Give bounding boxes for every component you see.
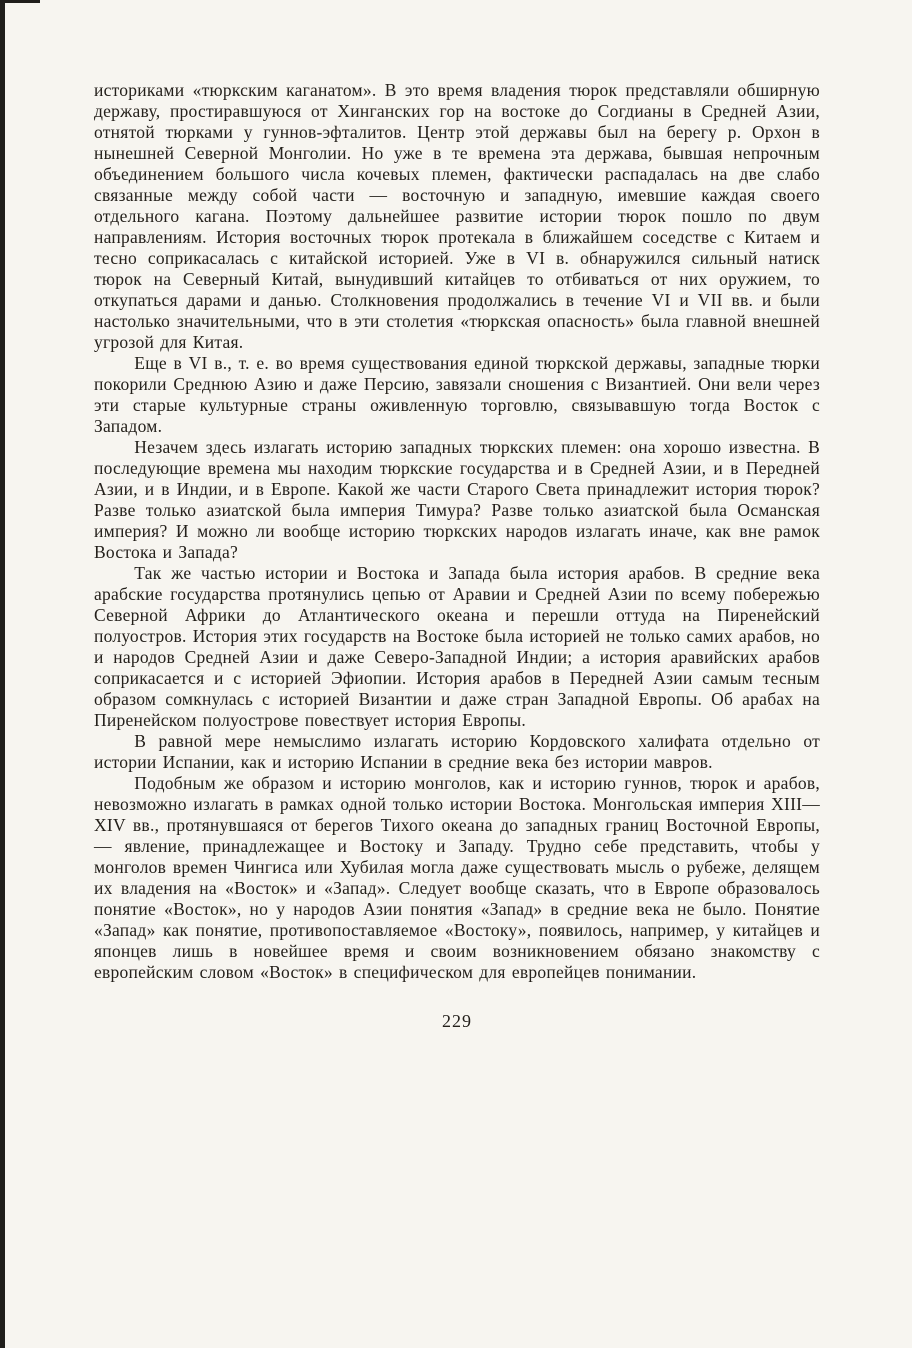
page-number: 229	[442, 1011, 472, 1031]
text-block	[94, 80, 820, 983]
paragraph: Так же частью истории и Востока и Запада была история арабов. В средние века арабские государства протянулись цепью от Аравии и Средней Азии по всему побережью Северной Африки до Атлантического океана и перешли оттуда на Пиренейский полуостров. История этих государств на Востоке была историей не только самих арабов, но и народов Средней Азии и даже Северо-Западной Индии; а история аравийских арабов соприкасается и с историей Эфиопии. История арабов в Передней Азии самым тесным образом сомкнулась с историей Византии и даже стран Западной Европы. Об арабах на Пиренейском полуострове повествует история Европы.	[94, 563, 820, 730]
paragraph: Подобным же образом и историю монголов, как и историю гуннов, тюрок и арабов, невозможно излагать в рамках одной только истории Востока. Монгольская империя XIII—XIV вв., протянувшаяся от берегов Тихого океана до западных границ Восточной Европы,— явление, принадлежащее и Востоку и Западу. Трудно себе представить, чтобы у монголов времен Чингиса или Хубилая могла даже существовать мысль о рубеже, делящем их владения на «Восток» и «Запад». Следует вообще сказать, что в Европе образовалось понятие «Восток», но у народов Азии понятия «Запад» в средние века не было. Понятие «Запад» как понятие, противопоставляемое «Востоку», появилось, например, у китайцев и японцев лишь в новейшее время и своим возникновением обязано знакомству с европейским словом «Восток» в специфическом для европейцев понимании.	[94, 773, 820, 982]
paragraph: историками «тюркским каганатом». В это время владения тюрок представляли обширную державу, простиравшуюся от Хинганских гор на востоке до Согдианы в Средней Азии, отнятой тюрками у гуннов-эфталитов. Центр этой державы был на берегу р. Орхон в нынешней Северной Монголии. Но уже в те времена эта держава, бывшая непрочным объединением большого числа кочевых племен, фактически распадалась на две слабо связанные между собой части — восточную и западную, имевшие каждая своего отдельного кагана. Поэтому дальнейшее развитие истории тюрок пошло по двум направлениям. История восточных тюрок протекала в ближайшем соседстве с Китаем и тесно соприкасалась с китайской историей. Уже в VI в. обнаружился сильный натиск тюрок на Северный Китай, вынудивший китайцев то отбиваться от них оружием, то откупаться дарами и данью. Столкновения продолжались в течение VI и VII вв. и были настолько значительными, что в эти столетия «тюркская опасность» была главной внешней угрозой для Китая.	[94, 80, 820, 352]
paragraph: В равной мере немыслимо излагать историю Кордовского халифата отдельно от истории Испании, как и историю Испании в средние века без истории мавров.	[94, 731, 820, 772]
paragraph: Незачем здесь излагать историю западных тюркских племен: она хорошо известна. В последующие времена мы находим тюркские государства и в Средней Азии, и в Передней Азии, и в Индии, и в Европе. Какой же части Старого Света принадлежит история тюрок? Разве только азиатской была империя Тимура? Разве только азиатской была Османская империя? И можно ли вообще историю тюркских народов излагать иначе, как вне рамок Востока и Запада?	[94, 437, 820, 562]
paragraph: Еще в VI в., т. е. во время существования единой тюркской державы, западные тюрки покорили Среднюю Азию и даже Персию, завязали сношения с Византией. Они вели через эти старые культурные страны оживленную торговлю, связывавшую тогда Восток с Западом.	[94, 353, 820, 436]
